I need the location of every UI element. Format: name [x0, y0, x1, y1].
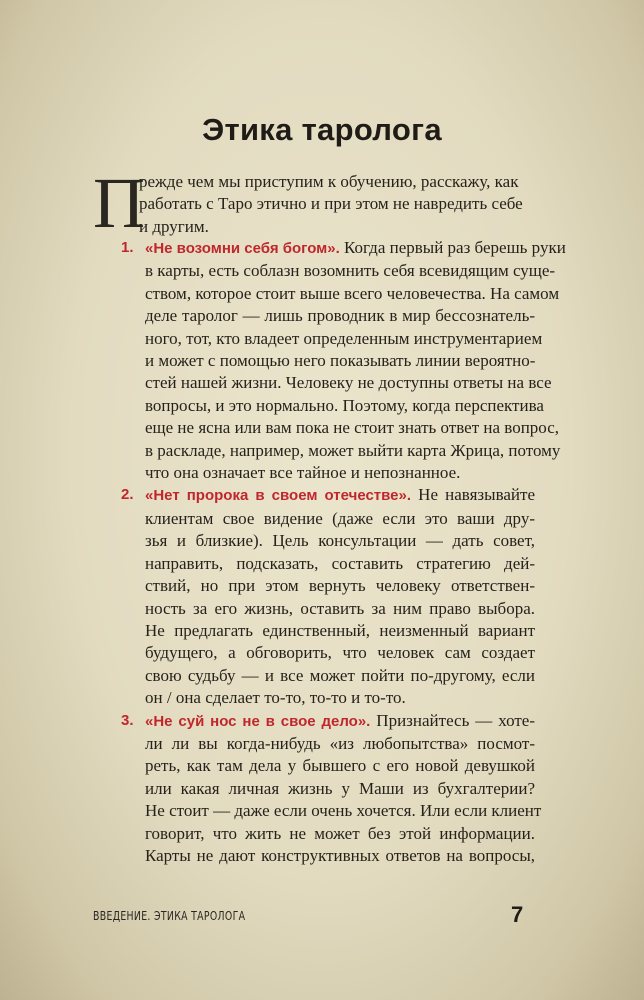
rule-line: зья и близкие). Цель консультации — дать совет, — [145, 531, 535, 551]
rule-line: клиентам свое видение (даже если это ваши дру- — [145, 508, 535, 528]
intro-line: режде чем мы приступим к обучению, расскажу, как — [139, 172, 519, 191]
drop-cap: П — [93, 163, 145, 243]
rule-line: в карты, есть соблазн возомнить себя всевидящим суще- — [145, 261, 556, 281]
rule-line: Карты не дают конструктивных ответов на вопросы, — [145, 845, 535, 865]
rule-heading: «Не возомни себя богом». — [145, 240, 340, 257]
rule-line: ствий, но при этом вернуть человеку ответствен- — [145, 576, 535, 596]
rule-item-3 — [93, 710, 542, 868]
rule-line: и может с помощью него показывать линии вероятно- — [145, 351, 536, 371]
rule-line: Не предлагать единственный, неизменный вариант — [145, 620, 535, 640]
rule-line: Не стоит — даже если очень хочется. Или если клиент — [145, 801, 542, 821]
rule-line: или какая личная жизнь у Маши из бухгалтерии? — [145, 778, 535, 798]
intro-line: работать с Таро этично и при этом не навредить себе — [139, 194, 523, 214]
rule-line: ством, которое стоит выше всего человечества. На самом — [145, 283, 560, 303]
rule-number: 1. — [121, 239, 134, 256]
rule-line: в раскладе, например, может выйти карта Жрица, потому — [145, 440, 561, 460]
rule-line: еще не ясна или вам пока не стоит знать ответ на вопрос, — [145, 418, 560, 438]
rule-line: ность за его жизнь, оставить за ним право выбора. — [145, 598, 535, 618]
page-title: Этика таролога — [202, 112, 442, 147]
rule-line: «Не возомни себя богом». Когда первый раз берешь руки — [145, 238, 566, 257]
rule-number: 2. — [121, 486, 134, 504]
rule-line: «Не суй нос не в свое дело». Признайтесь — хоте- — [145, 710, 535, 730]
rule-line: он / она сделает то-то, то-то и то-то. — [145, 688, 406, 708]
rule-line: что она означает все тайное и непознанное. — [145, 463, 461, 483]
rule-line: ли ли вы когда-нибудь «из любопытства» посмот- — [145, 733, 535, 753]
rule-heading: «Не суй нос не в свое дело». — [145, 712, 371, 730]
rule-number: 3. — [121, 711, 134, 729]
rule-item-2 — [93, 484, 535, 709]
rule-line: стей нашей жизни. Человеку не доступны ответы на все — [145, 373, 552, 393]
intro-paragraph — [93, 163, 535, 243]
rule-item-1 — [93, 237, 566, 484]
rule-line: говорит, что жить не может без этой информации. — [145, 823, 535, 843]
rule-heading: «Нет пророка в своем отечестве». — [145, 487, 412, 505]
intro-line: и другим. — [139, 216, 209, 236]
rule-line: «Нет пророка в своем отечестве». Не навязывайте — [145, 485, 535, 505]
rule-line: будущего, а обговорить, что человек сам создает — [145, 643, 535, 663]
rule-line: реть, как там дела у бывшего с его новой девушкой — [145, 756, 535, 776]
running-head: ВВЕДЕНИЕ. ЭТИКА ТАРОЛОГА — [93, 909, 246, 923]
page-number: 7 — [511, 902, 524, 927]
rule-line: направить, подсказать, составить стратегию дей- — [145, 553, 535, 573]
ethics-rules-list — [93, 237, 566, 867]
rule-line: деле таролог — лишь проводник в мир бессознатель- — [145, 306, 535, 326]
rule-line: вопросы, и это нормально. Поэтому, когда перспектива — [145, 395, 544, 415]
rule-line: ного, тот, кто владеет определенным инструментарием — [145, 328, 543, 348]
rule-line: свою судьбу — и все может пойти по-другому, если — [145, 665, 535, 685]
